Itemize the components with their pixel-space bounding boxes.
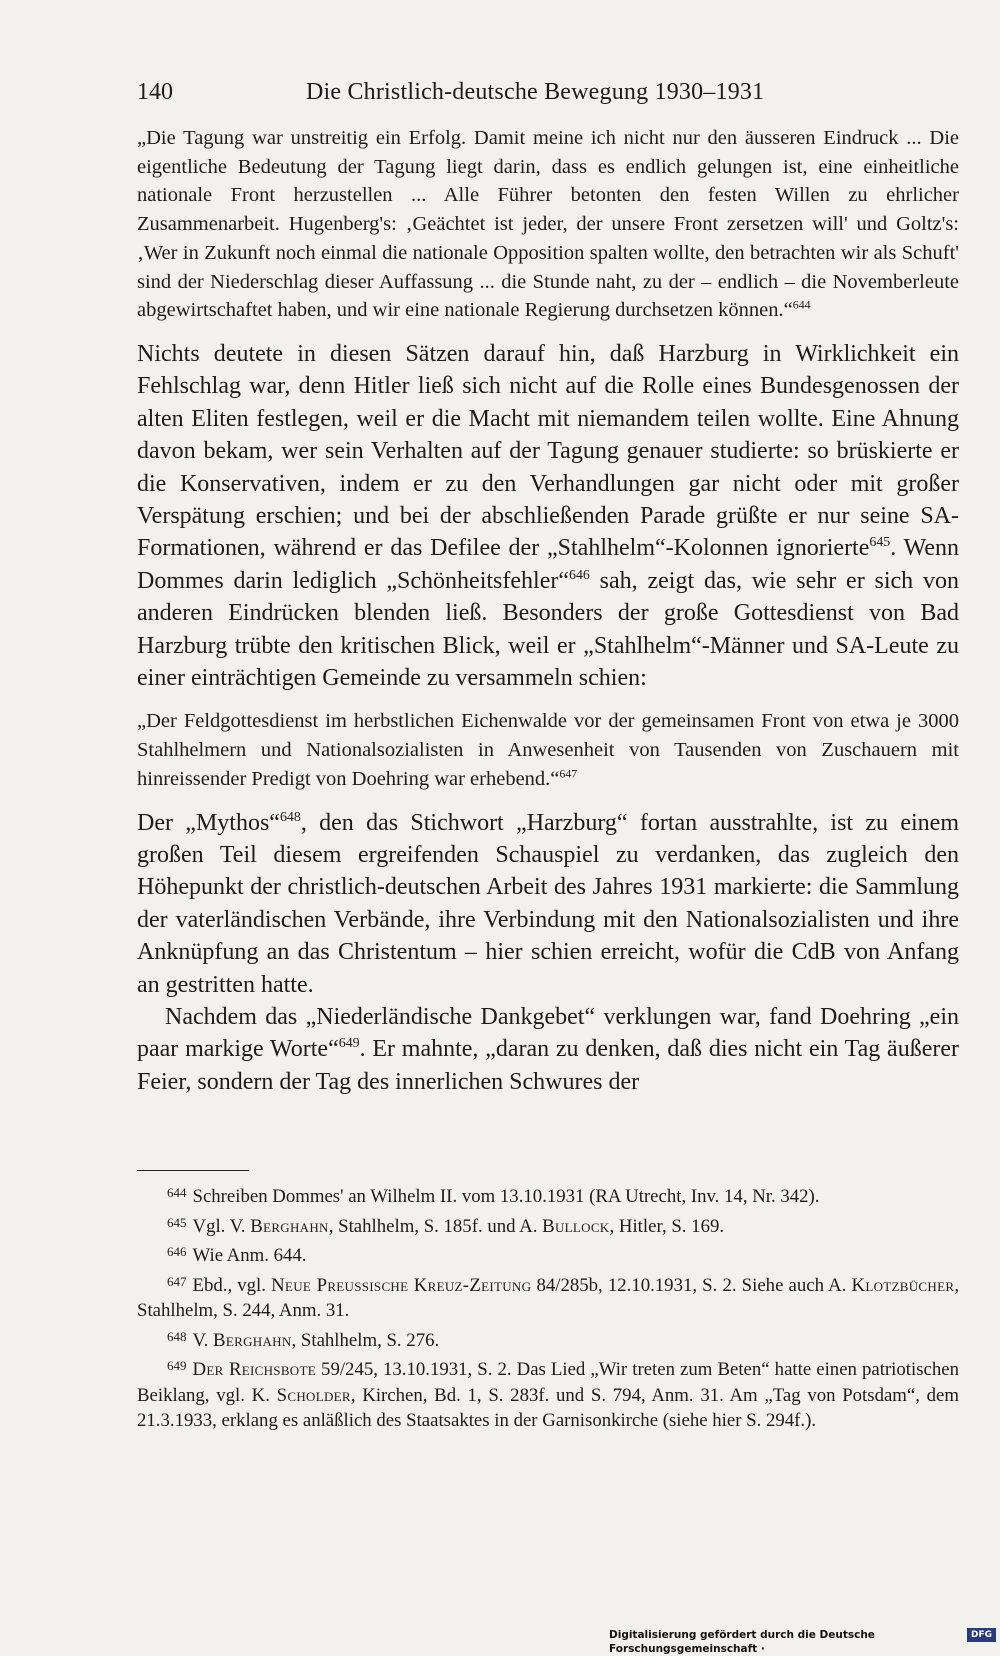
footnote-text: V. xyxy=(192,1329,214,1351)
footnote-number: 645 xyxy=(167,1214,187,1230)
footnote-number: 649 xyxy=(167,1358,187,1373)
footnote xyxy=(137,1269,959,1324)
paragraph-text: Nichts deutete in diesen Sätzen darauf hin, daß Harzburg in Wirklichkeit ein Fehlschlag war, denn Hitler ließ sich nicht auf die Rolle eines Bundesgenossen der alten Eliten festlegen, weil er die Macht mit niemandem teilen wollte. Eine Ahnung davon bekam, wer sein Verhalten auf der Tagung genauer studierte: so brüskierte er die Konservativen, indem er zu den Verhandlungen gar nicht oder mit großer Verspätung erschien; und bei der abschließenden Parade grüßte er nur seine SA-Formationen, während er das Defilee der „Stahlhelm“-Kolonnen ignorierte xyxy=(137,340,959,562)
page-number: 140 xyxy=(137,79,173,105)
author-name: Berghahn xyxy=(213,1329,292,1351)
footnote-ref: 646 xyxy=(569,567,590,583)
footnote-text: Schreiben Dommes' an Wilhelm II. vom 13.10.1931 (RA Utrecht, Inv. 14, Nr. 342). xyxy=(192,1186,820,1207)
dfg-logo-icon: DFG xyxy=(967,1628,996,1642)
footnote-text: 84/285b, 12.10.1931, S. 2. Siehe auch A. xyxy=(531,1274,852,1296)
block-quote xyxy=(137,124,959,325)
footnote xyxy=(137,1210,959,1240)
footnote-text: Ebd., vgl. xyxy=(192,1274,272,1296)
paragraph-text: sah, zeigt das, wie sehr er sich von anderen Eindrücken blenden ließ. Besonders der große Gottesdienst von Bad Harzburg trübte den kritischen Blick, weil er „Stahlhelm“-Männer und SA-Leute zu einer einträchtigen Gemeinde zu versammeln schien: xyxy=(137,567,959,691)
footnote-text: , Kirchen, Bd. 1, S. 283f. und S. 794, Anm. 31. Am „Tag von Potsdam“, dem 21.3.1933, erklang es anläßlich des Staatsaktes in der Garnisonkirche (siehe hier S. 294f.). xyxy=(137,1384,959,1431)
footnote-text: , Stahlhelm, S. 276. xyxy=(291,1329,440,1351)
paragraph-text: Der „Mythos“ xyxy=(137,809,280,836)
footnote-ref: 644 xyxy=(792,297,811,312)
footnote-ref: 648 xyxy=(279,809,301,825)
paragraph xyxy=(137,807,959,1001)
paragraph-text: Nachdem das „Niederländische Dankgebet“ verklungen war, fand Doehring „ein paar markige Worte“ xyxy=(137,1003,959,1063)
footnote-text: Wie Anm. 644. xyxy=(192,1245,307,1266)
footnote xyxy=(137,1239,959,1269)
author-name: Berghahn xyxy=(250,1215,329,1237)
quote-text: „Der Feldgottesdienst im herbstlichen Eichenwalde vor der gemeinsamen Front von etwa je 3000 Stahlhelmern und Nationalsozialisten in Anwesenheit von Tausenden von Zuschauern mit hinreissender Predigt von Doehring war erhebend.“ xyxy=(137,710,959,790)
footnote-text: , Stahlhelm, S. 185f. und A. xyxy=(328,1215,543,1237)
running-head: Die Christlich-deutsche Bewegung 1930–1931 xyxy=(306,79,765,105)
footnote-ref: 645 xyxy=(869,535,891,551)
footnote-text: , Hitler, S. 169. xyxy=(609,1215,725,1237)
footnote-text: Vgl. V. xyxy=(192,1215,251,1237)
paragraph xyxy=(137,338,959,694)
paragraph-text: . Er mahnte, „daran zu denken, daß dies nicht ein Tag äußerer Feier, sondern der Tag des innerlichen Schwures der xyxy=(137,1036,959,1095)
footnote-number: 648 xyxy=(167,1328,187,1344)
footnote-number: 644 xyxy=(167,1185,187,1200)
footnote-ref: 649 xyxy=(338,1036,360,1052)
footnotes xyxy=(137,1180,959,1434)
paragraph-text: , den das Stichwort „Harzburg“ fortan ausstrahlte, ist zu einem großen Teil diesem ergreifenden Schauspiel zu verdanken, das zugleich den Höhepunkt der christlich-deutschen Arbeit des Jahres 1931 markierte: die Sammlung der vaterländischen Verbände, ihre Verbindung mit den Nationalsozialisten und ihre Anknüpfung an das Christentum – hier schien erreicht, wofür die CdB von Anfang an gestritten hatte. xyxy=(137,809,959,998)
author-name: Klotzbücher xyxy=(851,1274,955,1296)
digitization-credit: Digitalisierung gefördert durch die Deutsche Forschungsgemeinschaft · xyxy=(609,1629,875,1655)
source-name: Der Reichsbote xyxy=(192,1359,316,1380)
footnote-text: 59/245, 13.10.1931, S. 2. Das Lied „Wir treten zum Beten“ hatte einen patriotischen Beiklang, vgl. K. xyxy=(137,1359,959,1406)
author-name: Scholder xyxy=(276,1384,351,1406)
footnote-separator xyxy=(137,1170,249,1171)
footnote-text: , Stahlhelm, S. 244, Anm. 31. xyxy=(137,1274,960,1321)
block-quote xyxy=(137,707,959,793)
author-name: Bullock xyxy=(542,1215,610,1237)
source-name: Neue Preussische Kreuz-Zeitung xyxy=(271,1274,532,1296)
footnote-number: 647 xyxy=(167,1273,187,1289)
footnote xyxy=(137,1353,959,1434)
footnote-number: 646 xyxy=(167,1244,187,1259)
footnote-ref: 647 xyxy=(559,766,578,781)
main-text xyxy=(137,124,959,1098)
quote-text: „Die Tagung war unstreitig ein Erfolg. Damit meine ich nicht nur den äusseren Eindruck ... Die eigentliche Bedeutung der Tagung liegt darin, dass es endlich gelungen ist, eine einheitliche nationale Front herzustellen ... Alle Führer betonten den festen Willen zu ehrlicher Zusammenarbeit. Hugenberg's: ‚Geächtet ist jeder, der unsere Front zersetzen will' und Goltz's: ‚Wer in Zukunft noch einmal die nationale Opposition spalten wollte, den betrachten wir als Schuft' sind der Niederschlag dieser Auffassung ... die Stunde naht, zu der – endlich – die Novemberleute abgewirtschaftet haben, und wir eine nationale Regierung durchsetzen können.“ xyxy=(137,127,959,322)
paragraph xyxy=(137,1001,959,1098)
footnote xyxy=(137,1180,959,1210)
footnote xyxy=(137,1324,959,1354)
paragraph-text: . Wenn Dommes darin lediglich „Schönheitsfehler“ xyxy=(137,535,959,594)
